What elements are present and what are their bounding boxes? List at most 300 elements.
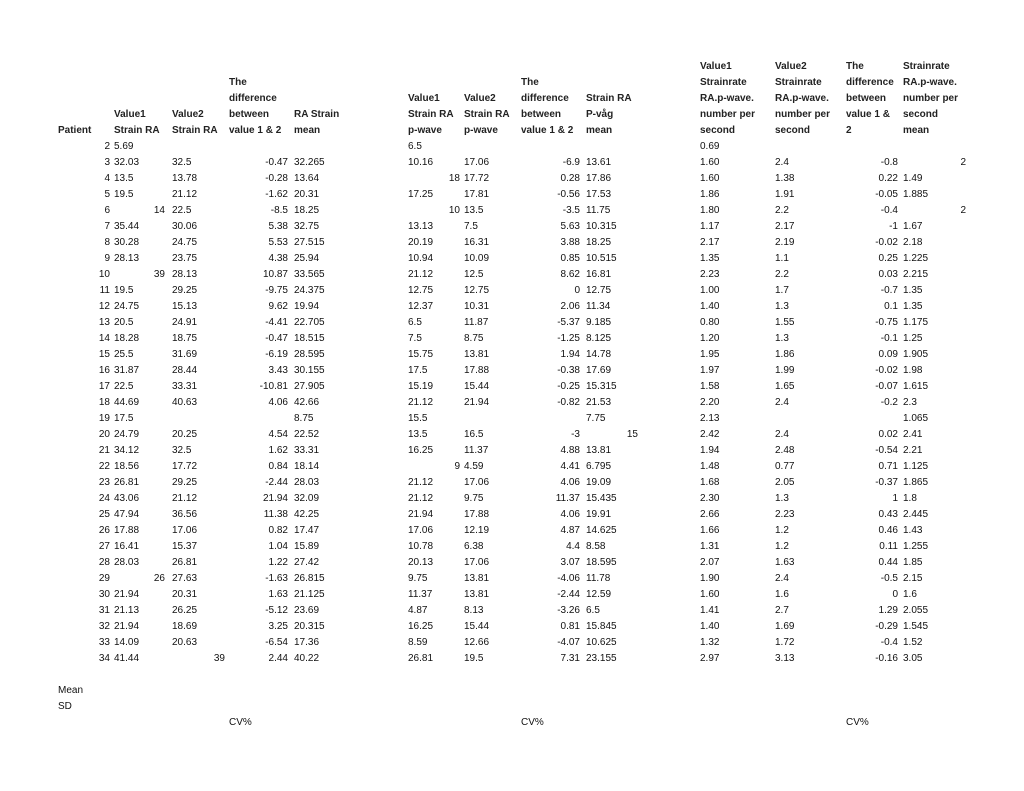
cell-value1-pwave: 10.16	[408, 157, 434, 168]
cell-value2-strain: 30.06	[172, 221, 198, 232]
cell-mean-pwave: 17.86	[586, 173, 612, 184]
cell-value2-strain: 20.31	[172, 589, 198, 600]
cell-difference-strain: -8.5	[270, 205, 288, 216]
cell-value1-strain: 14	[153, 205, 165, 216]
cell-mean-pwave: 19.91	[586, 509, 612, 520]
cell-value2-strain: 33.31	[172, 381, 198, 392]
cell-value1-strainrate: 2.17	[700, 237, 720, 248]
cell-mean-pwave: 15.845	[586, 621, 617, 632]
cell-value2-pwave: 10.31	[464, 301, 490, 312]
cell-difference-pwave: 7.31	[560, 653, 580, 664]
cell-difference-pwave: -0.38	[557, 365, 580, 376]
cell-value1-pwave: 15.19	[408, 381, 434, 392]
cell-value2-strainrate: 1.3	[775, 301, 789, 312]
cell-difference-strain: 1.63	[268, 589, 288, 600]
cell-value1-strain: 28.03	[114, 557, 140, 568]
cell-mean-strain: 25.94	[294, 253, 320, 264]
cell-value2-pwave: 10.09	[464, 253, 490, 264]
cell-value2-strain: 13.78	[172, 173, 198, 184]
cell-value2-pwave: 12.5	[464, 269, 484, 280]
cell-difference-strainrate: 0.1	[884, 301, 898, 312]
cell-value2-strainrate: 2.19	[775, 237, 795, 248]
cell-value1-strain: 17.5	[114, 413, 134, 424]
cell-mean-strainrate: 1.67	[903, 221, 923, 232]
cell-mean-strain: 33.31	[294, 445, 320, 456]
cell-mean-strain: 27.905	[294, 381, 325, 392]
cell-value1-strain: 32.03	[114, 157, 140, 168]
cell-mean-strain: 28.595	[294, 349, 325, 360]
cell-value1-strain: 24.75	[114, 301, 140, 312]
cell-value1-strainrate: 1.68	[700, 477, 720, 488]
cell-value2-strain: 20.63	[172, 637, 198, 648]
cell-mean-pwave: 11.78	[586, 573, 611, 584]
cell-value2-strain: 40.63	[172, 397, 198, 408]
cell-difference-strain: -10.81	[259, 381, 288, 392]
cell-difference-pwave: -6.9	[562, 157, 580, 168]
cell-value2-pwave: 12.66	[464, 637, 490, 648]
cell-difference-strain: -4.41	[265, 317, 288, 328]
cell-difference-strainrate: -0.02	[875, 237, 898, 248]
cell-mean-strain: 15.89	[294, 541, 320, 552]
cell-difference-strainrate: -0.02	[875, 365, 898, 376]
cell-value2-strain: 18.69	[172, 621, 198, 632]
header-mean-strainrate: Strainrate RA.p-wave. number per second mean	[903, 61, 959, 136]
cell-difference-strainrate: 1	[892, 493, 898, 504]
cell-mean-strain: 18.515	[294, 333, 325, 344]
cell-value1-strain: 19.5	[114, 285, 134, 296]
cell-value2-strain: 24.75	[172, 237, 198, 248]
cell-value2-strainrate: 1.3	[775, 493, 789, 504]
cell-patient: 23	[98, 477, 110, 488]
cell-value1-strain: 13.5	[114, 173, 134, 184]
cell-value2-pwave: 8.75	[464, 333, 484, 344]
cell-value1-strainrate: 1.00	[700, 285, 720, 296]
cell-difference-strain: 1.22	[268, 557, 288, 568]
cell-value2-strainrate: 1.72	[775, 637, 795, 648]
cell-value1-strain: 20.5	[114, 317, 134, 328]
cell-difference-strainrate: 0.44	[878, 557, 898, 568]
cell-value1-pwave: 12.75	[408, 285, 434, 296]
cell-difference-strainrate: 0.22	[878, 173, 898, 184]
cell-mean-strain: 8.75	[294, 413, 314, 424]
cell-value2-strainrate: 1.7	[775, 285, 789, 296]
cell-difference-strainrate: 1.29	[878, 605, 898, 616]
cell-value2-strainrate: 1.1	[775, 253, 789, 264]
cell-patient: 14	[98, 333, 110, 344]
cell-patient: 29	[98, 573, 110, 584]
mean-label: Mean	[58, 685, 84, 696]
cell-difference-strain: -1.63	[265, 573, 288, 584]
cell-difference-pwave: -0.56	[557, 189, 580, 200]
cell-patient: 6	[104, 205, 110, 216]
header-value1-strain: Value1 Strain RA	[114, 109, 160, 136]
cell-value1-pwave: 20.13	[408, 557, 434, 568]
cell-difference-strainrate: 0	[892, 589, 898, 600]
cell-difference-strain: 10.87	[262, 269, 288, 280]
cell-difference-pwave: 4.06	[560, 477, 580, 488]
cell-value2-strainrate: 1.55	[775, 317, 795, 328]
cell-value2-pwave: 17.72	[464, 173, 490, 184]
cell-mean-strainrate: 1.175	[903, 317, 929, 328]
cell-difference-pwave: 5.63	[560, 221, 580, 232]
cell-difference-pwave: -0.82	[557, 397, 580, 408]
cell-mean-pwave: 10.315	[586, 221, 617, 232]
cell-value2-strainrate: 1.38	[775, 173, 795, 184]
cell-value2-pwave: 16.31	[464, 237, 490, 248]
cell-difference-strainrate: -0.7	[880, 285, 898, 296]
cell-mean-pwave: 21.53	[586, 397, 612, 408]
cell-value2-pwave: 16.5	[464, 429, 484, 440]
cell-difference-strain: 0.84	[268, 461, 288, 472]
cell-value2-strain: 27.63	[172, 573, 198, 584]
cell-patient: 34	[98, 653, 110, 664]
cell-patient: 3	[104, 157, 110, 168]
cell-mean-pwave: 6.795	[586, 461, 612, 472]
cell-difference-strainrate: -0.37	[875, 477, 898, 488]
cell-mean-pwave: 11.75	[586, 205, 611, 216]
cell-value2-strain: 36.56	[172, 509, 198, 520]
cell-value1-strain: 16.41	[114, 541, 140, 552]
cell-difference-strainrate: 0.71	[878, 461, 898, 472]
cell-value1-strain: 30.28	[114, 237, 140, 248]
cell-value2-strain: 32.5	[172, 445, 192, 456]
cell-value1-strainrate: 1.41	[700, 605, 720, 616]
cell-value1-pwave: 17.5	[408, 365, 428, 376]
cell-value1-strainrate: 1.48	[700, 461, 720, 472]
cell-difference-strainrate: -0.4	[880, 637, 898, 648]
cell-value2-strain: 32.5	[172, 157, 192, 168]
cell-mean-pwave: 19.09	[586, 477, 612, 488]
cell-patient: 11	[99, 285, 110, 296]
cell-difference-pwave: 3.07	[560, 557, 580, 568]
cell-mean-strainrate: 1.8	[903, 493, 917, 504]
cell-difference-strain: 0.82	[268, 525, 288, 536]
cell-value2-strainrate: 3.13	[775, 653, 795, 664]
cell-value1-strain: 18.28	[114, 333, 140, 344]
cell-value1-pwave: 16.25	[408, 445, 434, 456]
cell-value2-pwave: 12.75	[464, 285, 490, 296]
cell-mean-strain: 18.14	[294, 461, 320, 472]
cell-patient: 16	[98, 365, 110, 376]
cell-value2-strain: 23.75	[172, 253, 198, 264]
cell-difference-strain: 4.06	[268, 397, 288, 408]
cell-value1-pwave: 10	[448, 205, 460, 216]
cell-patient: 27	[98, 541, 110, 552]
cell-value2-strainrate: 2.23	[775, 509, 795, 520]
cell-value1-strain: 26.81	[114, 477, 140, 488]
cell-difference-pwave: 3.88	[560, 237, 580, 248]
cell-patient: 32	[98, 621, 110, 632]
cell-value2-pwave: 17.06	[464, 157, 490, 168]
cell-patient: 12	[98, 301, 110, 312]
cell-value2-pwave: 7.5	[464, 221, 478, 232]
cell-value1-strainrate: 1.80	[700, 205, 720, 216]
cell-difference-strainrate: -0.54	[875, 445, 898, 456]
cell-mean-pwave: 16.81	[586, 269, 612, 280]
cell-mean-pwave: 12.75	[586, 285, 612, 296]
cell-value2-pwave: 17.81	[464, 189, 490, 200]
cell-value2-strainrate: 1.63	[775, 557, 795, 568]
cell-patient: 18	[98, 397, 110, 408]
cell-value1-pwave: 21.94	[408, 509, 434, 520]
cell-difference-pwave: -1.25	[557, 333, 580, 344]
cell-value1-pwave: 21.12	[408, 269, 434, 280]
cell-value2-pwave: 12.19	[464, 525, 490, 536]
cell-value2-pwave: 17.06	[464, 477, 490, 488]
cell-value1-strainrate: 2.42	[700, 429, 720, 440]
cell-mean-strainrate: 1.35	[903, 285, 923, 296]
cell-mean-strainrate: 2.21	[903, 445, 923, 456]
cell-mean-pwave: 14.625	[586, 525, 617, 536]
cell-difference-pwave: 0.81	[560, 621, 580, 632]
cell-mean-strainrate: 2.41	[903, 429, 923, 440]
cell-mean-strainrate: 3.05	[903, 653, 923, 664]
cell-extra: 2	[960, 205, 966, 216]
cell-mean-strain: 13.64	[294, 173, 320, 184]
cell-value1-pwave: 10.78	[408, 541, 434, 552]
cell-mean-pwave: 14.78	[586, 349, 612, 360]
cell-value1-strain: 21.94	[114, 589, 140, 600]
cell-difference-strainrate: 0.02	[878, 429, 898, 440]
cell-value1-strainrate: 1.60	[700, 157, 720, 168]
header-difference-strainrate: The difference between value 1 & 2	[846, 61, 894, 136]
cell-value1-pwave: 15.5	[408, 413, 428, 424]
header-value2-strain: Value2 Strain RA	[172, 109, 218, 136]
cell-mean-strain: 17.47	[294, 525, 320, 536]
cell-patient: 22	[98, 461, 110, 472]
cell-mean-pwave: 15.435	[586, 493, 617, 504]
cell-value1-pwave: 13.13	[408, 221, 434, 232]
cell-mean-strainrate: 2.18	[903, 237, 923, 248]
cell-mean-strain: 19.94	[294, 301, 320, 312]
cell-value2-strain: 17.72	[172, 461, 198, 472]
cell-mean-pwave: 8.125	[586, 333, 612, 344]
cell-mean-strainrate: 2.215	[903, 269, 929, 280]
cell-mean-strainrate: 1.615	[903, 381, 929, 392]
cell-mean-strain: 33.565	[294, 269, 325, 280]
cell-difference-strain: -2.44	[265, 477, 288, 488]
cell-value1-pwave: 15.75	[408, 349, 434, 360]
cell-patient: 20	[98, 429, 110, 440]
cell-difference-strainrate: -0.4	[880, 205, 898, 216]
cell-mean-strainrate: 2.15	[903, 573, 923, 584]
cell-value1-pwave: 4.87	[408, 605, 428, 616]
cell-value1-strainrate: 2.13	[700, 413, 720, 424]
cell-value2-strainrate: 2.17	[775, 221, 795, 232]
cell-value2-pwave: 13.81	[464, 573, 490, 584]
cell-mean-strain: 32.75	[294, 221, 320, 232]
cell-mean-pwave: 10.625	[586, 637, 617, 648]
cell-mean-strainrate: 1.065	[903, 413, 929, 424]
cell-value2-strainrate: 1.2	[775, 525, 789, 536]
cell-value1-strainrate: 0.69	[700, 141, 720, 152]
cell-value1-pwave: 16.25	[408, 621, 434, 632]
cell-difference-strainrate: -0.75	[875, 317, 898, 328]
cell-difference-pwave: 4.4	[566, 541, 580, 552]
cell-value2-pwave: 17.88	[464, 509, 490, 520]
cell-value2-strain: 28.44	[172, 365, 198, 376]
cell-value1-strain: 24.79	[114, 429, 140, 440]
cell-value1-strain: 21.94	[114, 621, 140, 632]
cell-value2-strainrate: 1.65	[775, 381, 795, 392]
cell-value2-strainrate: 1.91	[775, 189, 795, 200]
cell-patient: 26	[98, 525, 110, 536]
cell-difference-pwave: 4.06	[560, 509, 580, 520]
cell-difference-pwave: 8.62	[560, 269, 580, 280]
cell-value2-strainrate: 1.99	[775, 365, 795, 376]
cell-difference-strainrate: 0.25	[878, 253, 898, 264]
cell-mean-strainrate: 2.445	[903, 509, 929, 520]
cell-mean-pwave: 23.155	[586, 653, 617, 664]
cell-value1-pwave: 12.37	[408, 301, 434, 312]
cell-difference-strainrate: -1	[889, 221, 898, 232]
cell-value1-strain: 18.56	[114, 461, 140, 472]
cell-value2-strain: 26.25	[172, 605, 198, 616]
cell-value1-strain: 19.5	[114, 189, 134, 200]
cell-value2-strain: 26.81	[172, 557, 198, 568]
cell-value1-strainrate: 1.17	[700, 221, 720, 232]
cell-difference-pwave: -3.26	[557, 605, 580, 616]
cell-value1-strainrate: 1.31	[700, 541, 720, 552]
cell-value2-strain: 39	[213, 653, 225, 664]
cell-difference-strain: -9.75	[265, 285, 288, 296]
cell-mean-strain: 20.315	[294, 621, 325, 632]
cell-value2-strain: 21.12	[172, 493, 198, 504]
cell-mean-strainrate: 1.35	[903, 301, 923, 312]
cell-difference-strain: -6.19	[265, 349, 288, 360]
cell-mean-strain: 21.125	[294, 589, 325, 600]
cell-value1-strainrate: 1.90	[700, 573, 720, 584]
cell-value2-pwave: 8.13	[464, 605, 484, 616]
header-value2-strainrate: Value2 Strainrate RA.p-wave. number per second	[775, 61, 831, 136]
cell-mean-strainrate: 1.225	[903, 253, 929, 264]
cell-value2-strainrate: 2.4	[775, 157, 789, 168]
cell-difference-pwave: -4.06	[557, 573, 580, 584]
cell-difference-strainrate: -0.29	[875, 621, 898, 632]
cell-value1-pwave: 20.19	[408, 237, 434, 248]
cell-value2-strain: 22.5	[172, 205, 192, 216]
cell-value2-strain: 21.12	[172, 189, 198, 200]
cell-difference-pwave: -2.44	[557, 589, 580, 600]
cell-mean-strainrate: 2.3	[903, 397, 917, 408]
cell-mean-pwave: 11.34	[586, 301, 611, 312]
cell-mean-pwave: 7.75	[586, 413, 606, 424]
cell-difference-strain: -0.47	[265, 157, 288, 168]
cell-difference-pwave: 2.06	[560, 301, 580, 312]
cell-difference-strain: 5.38	[268, 221, 288, 232]
cell-difference-pwave: 0	[574, 285, 580, 296]
cell-mean-pwave: 8.58	[586, 541, 606, 552]
cell-value2-strain: 28.13	[172, 269, 198, 280]
cell-value1-strain: 44.69	[114, 397, 140, 408]
cell-patient: 2	[104, 141, 110, 152]
cell-difference-strainrate: 0.43	[878, 509, 898, 520]
cell-value1-strainrate: 2.66	[700, 509, 720, 520]
cell-value2-pwave: 15.44	[464, 381, 490, 392]
cell-difference-strain: -0.47	[265, 333, 288, 344]
cell-patient: 13	[98, 317, 110, 328]
cell-mean-strainrate: 1.25	[903, 333, 923, 344]
cell-value1-strainrate: 1.95	[700, 349, 720, 360]
cell-mean-strainrate: 1.49	[903, 173, 923, 184]
cell-mean-pwave: 12.59	[586, 589, 612, 600]
cell-difference-strain: 11.38	[263, 509, 288, 520]
cell-difference-pwave: -0.25	[557, 381, 580, 392]
cell-mean-pwave: 18.595	[586, 557, 617, 568]
cell-mean-strainrate: 1.43	[903, 525, 923, 536]
cell-value1-strain: 35.44	[114, 221, 140, 232]
cell-value2-pwave: 17.88	[464, 365, 490, 376]
cell-value2-strainrate: 2.2	[775, 269, 789, 280]
cell-difference-strainrate: -0.2	[880, 397, 898, 408]
cell-value1-pwave: 9	[454, 461, 460, 472]
header-difference-pwave: The difference between value 1 & 2	[521, 77, 574, 136]
cell-value2-pwave: 21.94	[464, 397, 490, 408]
header-difference-strain: The difference between value 1 & 2	[229, 77, 282, 136]
cell-value2-pwave: 9.75	[464, 493, 484, 504]
cell-mean-strainrate: 1.905	[903, 349, 929, 360]
cell-difference-strainrate: -0.07	[875, 381, 898, 392]
cell-value1-strain: 31.87	[114, 365, 140, 376]
cv-label-strainrate: CV%	[846, 717, 869, 728]
cell-mean-strain: 20.31	[294, 189, 320, 200]
cell-value2-strain: 31.69	[172, 349, 198, 360]
cell-patient: 28	[98, 557, 110, 568]
cell-mean-pwave: 10.515	[586, 253, 617, 264]
cell-difference-pwave: -5.37	[557, 317, 580, 328]
cell-difference-strainrate: 0.11	[879, 541, 898, 552]
cell-value2-strain: 29.25	[172, 285, 198, 296]
cell-patient: 30	[98, 589, 110, 600]
cell-difference-pwave: 4.88	[560, 445, 580, 456]
cell-patient: 19	[98, 413, 110, 424]
cell-mean-pwave: 17.53	[586, 189, 612, 200]
cell-mean-pwave: 6.5	[586, 605, 600, 616]
cell-value2-strain: 20.25	[172, 429, 198, 440]
cell-difference-pwave: -3.5	[562, 205, 580, 216]
cell-value2-strainrate: 1.6	[775, 589, 789, 600]
cell-mean-strain: 24.375	[294, 285, 325, 296]
cell-difference-strain: 3.25	[268, 621, 288, 632]
cell-patient: 8	[104, 237, 110, 248]
cell-value1-strainrate: 1.60	[700, 173, 720, 184]
cell-difference-strainrate: -0.05	[875, 189, 898, 200]
cell-value1-strainrate: 1.60	[700, 589, 720, 600]
cell-patient: 4	[104, 173, 110, 184]
cell-extra: 2	[960, 157, 966, 168]
cell-mean-pwave: 9.185	[586, 317, 612, 328]
cell-value1-strain: 39	[153, 269, 165, 280]
cell-value1-pwave: 21.12	[408, 477, 434, 488]
cell-mean-strainrate: 1.865	[903, 477, 929, 488]
cell-value1-pwave: 17.06	[408, 525, 434, 536]
cell-mean-pwave: 15.315	[586, 381, 617, 392]
cell-value1-pwave: 21.12	[408, 493, 434, 504]
cell-difference-strainrate: -0.8	[880, 157, 898, 168]
cell-value2-strain: 18.75	[172, 333, 198, 344]
cell-difference-pwave: 0.85	[560, 253, 580, 264]
cell-value1-strainrate: 1.40	[700, 621, 720, 632]
cell-value2-strainrate: 1.86	[775, 349, 795, 360]
cell-mean-strain: 30.155	[294, 365, 325, 376]
cell-value2-strain: 15.13	[172, 301, 198, 312]
header-mean-pwave: Strain RA P-våg mean	[586, 93, 632, 136]
cell-difference-strain: -5.12	[265, 605, 288, 616]
cell-patient: 10	[98, 269, 110, 280]
cell-value1-pwave: 6.5	[408, 317, 422, 328]
cell-value1-strainrate: 2.97	[700, 653, 720, 664]
header-value1-pwave: Value1 Strain RA p-wave	[408, 93, 454, 136]
